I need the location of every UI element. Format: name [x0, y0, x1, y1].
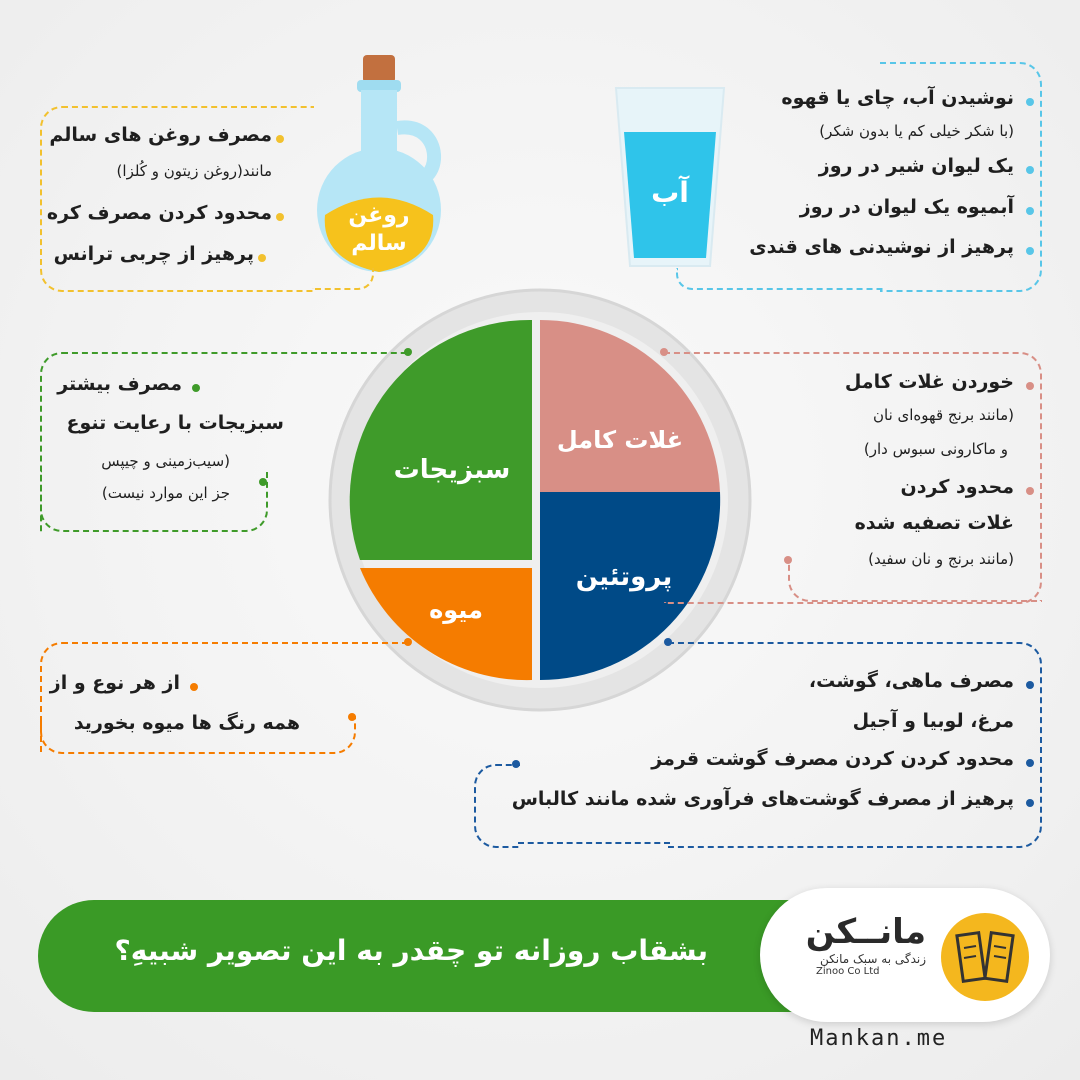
water-line-3: یک لیوان شیر در روز: [818, 155, 1014, 177]
protein-line-3: محدود کردن کردن مصرف گوشت قرمز: [651, 748, 1014, 770]
oil-line-3: محدود کردن مصرف کره: [46, 202, 272, 224]
bullet-dot: [1026, 759, 1034, 767]
grains-line-6: (مانند برنج و نان سفید): [868, 550, 1014, 568]
bullet-dot: [258, 254, 266, 262]
connector-dot: [404, 638, 412, 646]
website-url[interactable]: Mankan.me: [810, 1026, 948, 1051]
vegetables-line-3: (سیب‌زمینی و چیپس: [101, 452, 230, 470]
plate-label-grains: غلات کامل: [556, 426, 684, 454]
oil-line-1: مصرف روغن های سالم: [49, 124, 272, 146]
grains-line-5: غلات تصفیه شده: [854, 512, 1014, 534]
bullet-dot: [1026, 207, 1034, 215]
oil-label-1: روغن: [348, 203, 410, 228]
vegetables-line-2: سبزیجات با رعایت تنوع: [66, 412, 284, 434]
oil-line-4: پرهیز از چربی ترانس: [53, 243, 254, 265]
bullet-dot: [1026, 247, 1034, 255]
water-glass-illustration: [610, 82, 730, 272]
bullet-dot: [190, 683, 198, 691]
protein-line-4: پرهیز از مصرف گوشت‌های فرآوری شده مانند کالباس: [511, 788, 1014, 810]
bullet-dot: [1026, 382, 1034, 390]
connector-dot: [348, 713, 356, 721]
bullet-dot: [276, 213, 284, 221]
logo-text-group: [776, 912, 926, 977]
connector-dot: [664, 638, 672, 646]
banner-question: بشقاب روزانه تو چقدر به این تصویر شبیهِ؟: [114, 934, 708, 967]
logo-name: مانــکن: [805, 912, 926, 952]
water-label: آب: [651, 176, 689, 209]
oil-bottle-illustration: [305, 50, 455, 275]
water-line-5: پرهیز از نوشیدنی های قندی: [749, 236, 1014, 258]
vegetables-line-4: جز این موارد نیست): [101, 484, 230, 502]
connector-dot: [259, 478, 267, 486]
oil-line-2: مانند(روغن زیتون و کُلزا): [116, 162, 272, 180]
plate-label-fruit: میوه: [429, 596, 483, 624]
protein-box-bottom: [518, 842, 670, 844]
protein-line-2: مرغ، لوبیا و آجیل: [852, 710, 1014, 732]
bullet-dot: [1026, 98, 1034, 106]
connector-dot: [784, 556, 792, 564]
protein-line-1: مصرف ماهی، گوشت،: [808, 670, 1014, 692]
bullet-dot: [1026, 166, 1034, 174]
grains-line-3: و ماکارونی سبوس دار): [863, 440, 1008, 458]
bullet-dot: [276, 135, 284, 143]
logo-icon: [940, 912, 1030, 1002]
vegetables-line-1: مصرف بیشتر: [57, 373, 182, 395]
plate-label-protein: پروتئین: [575, 562, 673, 592]
water-line-1: نوشیدن آب، چای یا قهوه: [781, 87, 1014, 109]
fruit-line-1: از هر نوع و از: [49, 672, 180, 694]
plate-label-vegetables: سبزیجات: [393, 455, 511, 485]
fruit-line-2: همه رنگ ها میوه بخورید: [73, 712, 300, 734]
water-line-2: (با شکر خیلی کم یا بدون شکر): [819, 122, 1014, 140]
bullet-dot: [1026, 799, 1034, 807]
connector-dot: [404, 348, 412, 356]
logo-tagline: زندگی به سبک مانکن: [820, 952, 926, 966]
logo-company: Zinoo Co Ltd: [816, 966, 880, 977]
grains-line-4: محدود کردن: [900, 476, 1014, 498]
water-line-4: آبمیوه یک لیوان در روز: [799, 196, 1014, 218]
bullet-dot: [1026, 487, 1034, 495]
connector-dot: [660, 348, 668, 356]
grains-line-2: (مانند برنج قهوه‌ای نان: [872, 406, 1014, 424]
oil-label-2: سالم: [351, 231, 407, 256]
bullet-dot: [192, 384, 200, 392]
connector-dot: [512, 760, 520, 768]
grains-line-1: خوردن غلات کامل: [844, 371, 1014, 393]
bullet-dot: [1026, 681, 1034, 689]
